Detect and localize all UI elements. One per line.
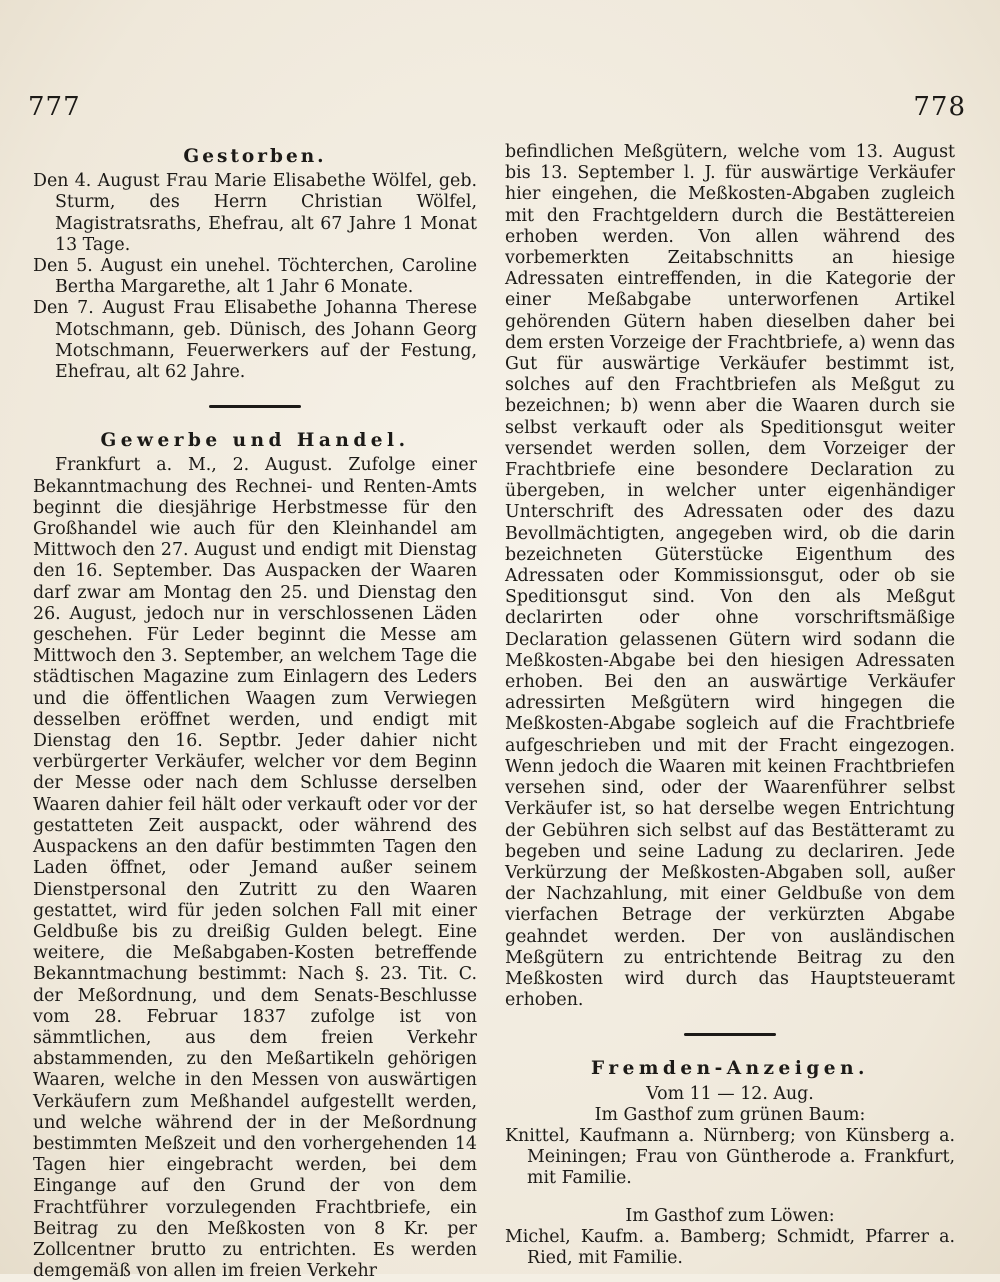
- trade-article: Frankfurt a. M., 2. August. Zufolge einer Bekanntmachung des Rechnei- und Renten-Amts beginnt die diesjährige Herbstmesse für den Großhandel wie auch für den Kleinhandel am Mittwoch den 27. August und endigt mit Dienstag den 16. September. Das Auspacken der Waaren darf zwar am Montag den 25. und Dienstag den 26. August, jedoch nur in verschlossenen Läden geschehen. Für Leder beginnt die Messe am Mittwoch den 3. September, an welchem Tage die städtischen Magazine zum Einlagern des Leders und die öffentlichen Waagen zum Verwiegen desselben eröffnet werden, und endigt mit Dienstag den 16. Septbr. Jeder dahier nicht verbürgerter Verkäufer, welcher vor dem Beginn der Messe oder nach dem Schlusse derselben Waaren dahier feil hält oder verkauft oder vor der gestatteten Zeit auspackt, oder während des Auspackens an den dafür bestimmten Tagen den Laden öffnet, oder Jemand außer seinem Dienstpersonal den Zutritt zu den Waaren gestattet, wird für jeden solchen Fall mit einer Geldbuße bis zu dreißig Gulden belegt. Eine weitere, die Meßabgaben-Kosten betreffende Bekanntmachung bestimmt: Nach §. 23. Tit. C. der Meßordnung, und dem Senats-Beschlusse vom 28. Februar 1837 zufolge ist von sämmtlichen, aus dem freien Verkehr abstammenden, zu den Meßartikeln gehörigen Waaren, welche in den Messen von auswärtigen Verkäufern zum Meßhandel aufgestellt werden, und welche während der in der Meßordnung bestimmten Meßzeit und den vorhergehenden 14 Tagen hier eingebracht werden, bei dem Eingange auf den Grund der von dem Frachtführer vorzulegenden Frachtbriefe, ein Beitrag zu den Meßkosten von 8 Kr. per Zollcentner brutto zu entrichten. Es werden demgemäß von allen im freien Verkehr: [33, 455, 477, 1282]
- death-entry: Den 7. August Frau Elisabethe Johanna Therese Motschmann, geb. Dünisch, des Johann Georg Motschmann, Feuerwerkers auf der Festung, Ehefrau, alt 62 Jahre.: [33, 298, 477, 383]
- right-column: [505, 142, 955, 1269]
- inn-name: Im Gasthof zum Löwen:: [625, 1205, 835, 1226]
- page-number-left: 777: [28, 92, 81, 122]
- section-divider: [684, 1033, 776, 1036]
- death-entry: Den 5. August ein unehel. Töchterchen, Caroline Bertha Margarethe, alt 1 Jahr 6 Monate.: [33, 256, 477, 298]
- inn-guests: Knittel, Kaufmann a. Nürnberg; von Künsberg a. Meiningen; Frau von Güntherode a. Frankfurt, mit Familie.: [505, 1125, 955, 1189]
- visitors-heading: Fremden-Anzeigen.: [591, 1058, 869, 1080]
- deaths-heading: Gestorben.: [183, 146, 327, 167]
- left-column: [33, 142, 477, 1282]
- death-entry: Den 4. August Frau Marie Elisabethe Wölfel, geb. Sturm, des Herrn Christian Wölfel, Magistratsraths, Ehefrau, alt 67 Jahre 1 Monat 13 Tage.: [33, 171, 477, 255]
- inn-name: Im Gasthof zum grünen Baum:: [594, 1104, 866, 1125]
- page-number-right: 778: [913, 92, 966, 122]
- spacer: [505, 1190, 955, 1206]
- visitors-date: Vom 11 — 12. Aug.: [646, 1083, 814, 1104]
- section-divider: [209, 405, 301, 408]
- trade-heading: Gewerbe und Handel.: [100, 430, 410, 452]
- trade-article-continued: befindlichen Meßgütern, welche vom 13. August bis 13. September l. J. für auswärtige Verkäufer hier eingehen, die Meßkosten-Abgaben zugleich mit den Frachtgeldern durch die Bestättereien erhoben werden. Von allen während des vorbemerkten Zeitabschnitts an hiesige Adressaten eintreffenden, in die Kategorie der einer Meßabgabe unterworfenen Artikel gehörenden Gütern haben dieselben daher bei dem ersten Vorzeige der Frachtbriefe, a) wenn das Gut für auswärtige Verkäufer bestimmt ist, solches auf den Frachtbriefen als Meßgut zu bezeichnen; b) wenn aber die Waaren durch sie selbst verkauft oder als Speditionsgut weiter versendet werden sollen, dem Vorzeiger der Frachtbriefe eine besondere Declaration zu übergeben, in welcher unter eigenhändiger Unterschrift des Adressaten oder des dazu Bevollmächtigten, angegeben wird, ob die darin bezeichneten Güterstücke Eigenthum des Adressaten oder Kommissionsgut, oder ob sie Speditionsgut sind. Von den als Meßgut declarirten oder ohne vorschriftsmäßige Declaration gelassenen Gütern wird sodann die Meßkosten-Abgabe bei den hiesigen Adressaten erhoben. Bei den an auswärtige Verkäufer adressirten Meßgütern wird hingegen die Meßkosten-Abgabe sogleich auf die Frachtbriefe aufgeschrieben und mit der Fracht eingezogen. Wenn jedoch die Waaren mit keinen Frachtbriefen versehen sind, oder der Waarenführer selbst Verkäufer ist, so hat derselbe wegen Entrichtung der Gebühren sich selbst auf das Bestätteramt zu begeben und seine Ladung zu declariren. Jede Verkürzung der Meßkosten-Abgaben soll, außer der Nachzahlung, mit einer Geldbuße von dem vierfachen Betrage der verkürzten Abgabe geahndet werden. Der von ausländischen Meßgütern zu entrichtende Beitrag zu den Meßkosten wird durch das Hauptsteueramt erhoben.: [505, 142, 955, 1011]
- inn-guests: Michel, Kaufm. a. Bamberg; Schmidt, Pfarrer a. Ried, mit Familie.: [505, 1226, 955, 1268]
